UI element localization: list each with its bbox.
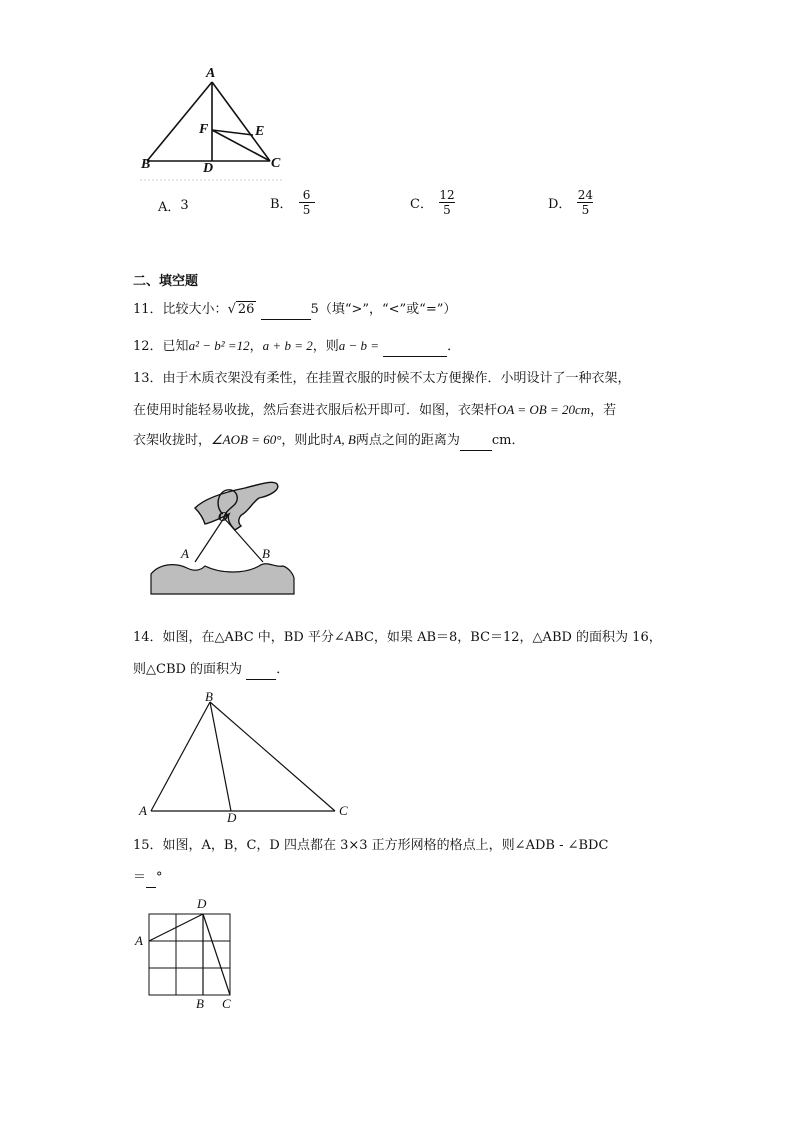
segment-ab-q14 bbox=[151, 702, 210, 811]
label-c-q14: C bbox=[339, 803, 348, 818]
question-13-line2: 在使用时能轻易收拢，然后套进衣服后松开即可．如图，衣架杆OA = OB = 20cm，若 bbox=[133, 402, 617, 418]
option-c bbox=[410, 188, 455, 217]
fraction-c: $\frac{12}{5}$ bbox=[439, 188, 455, 217]
question-13-line3: 衣架收拢时，∠AOB = 60°，则此时A, B两点之间的距离为 cm． bbox=[133, 430, 524, 451]
label-c-q15: C bbox=[222, 996, 231, 1011]
label-d-q15: D bbox=[197, 896, 207, 911]
label-b-q15: B bbox=[196, 996, 204, 1011]
answer-blank-14[interactable] bbox=[246, 665, 276, 680]
fraction-d: $\frac{24}{5}$ bbox=[577, 188, 594, 217]
hand-shape bbox=[195, 482, 278, 530]
option-b-prefix: B． bbox=[270, 197, 293, 212]
section-title: 二、填空题 bbox=[133, 274, 199, 289]
label-b: B bbox=[141, 157, 151, 172]
label-b-q14: B bbox=[205, 689, 213, 704]
fraction-b: $\frac{6}{5}$ bbox=[299, 188, 315, 217]
cloth-shape bbox=[151, 564, 294, 594]
option-d bbox=[548, 188, 593, 217]
grid-lines bbox=[149, 914, 230, 995]
question-13-line1: 13．由于木质衣架没有柔性，在挂置衣服的时候不太方便操作．小明设计了一种衣架， bbox=[133, 371, 631, 386]
label-d: D bbox=[203, 161, 214, 176]
question-15-line2: ＝ ° bbox=[133, 868, 163, 888]
segment-dc-q15 bbox=[203, 914, 230, 995]
option-d-prefix: D． bbox=[548, 197, 572, 212]
label-a-q14: A bbox=[139, 803, 147, 818]
question-14-line1: 14．如图，在△ABC 中，BD 平分∠ABC，如果 AB＝8，BC＝12，△ABD 的面积为 16， bbox=[133, 630, 662, 645]
label-c: C bbox=[271, 156, 281, 171]
question-12: 12．已知a² − b² =12，a + b = 2，则a − b = ． bbox=[133, 336, 460, 357]
answer-blank-13[interactable] bbox=[460, 436, 492, 451]
label-a-q15: A bbox=[135, 933, 143, 948]
segment-bc-q14 bbox=[210, 702, 335, 811]
option-c-prefix: C． bbox=[410, 197, 433, 212]
option-a-prefix: A． bbox=[158, 200, 181, 215]
triangle-figure-q14 bbox=[140, 690, 350, 820]
sqrt-expression: √ 26 bbox=[227, 302, 255, 317]
question-11: 11．比较大小：√ 26 5（填“>”，“<”或“=”） bbox=[133, 300, 456, 320]
option-b bbox=[270, 188, 315, 217]
option-a bbox=[158, 196, 189, 215]
grid-figure-q15 bbox=[140, 905, 250, 1005]
question-15-line1: 15．如图，A，B，C，D 四点都在 3×3 正方形网格的格点上，则∠ADB - ∠BDC bbox=[133, 838, 609, 853]
question-14-line2: 则△CBD 的面积为 ． bbox=[133, 660, 289, 680]
label-b-hanger: B bbox=[262, 546, 270, 561]
hanger-figure bbox=[145, 470, 300, 600]
label-o: O bbox=[218, 510, 229, 525]
answer-blank-11[interactable] bbox=[261, 305, 311, 320]
label-a-hanger: A bbox=[181, 546, 189, 561]
option-a-value: 3 bbox=[180, 198, 189, 213]
label-f: F bbox=[199, 122, 209, 137]
label-a: A bbox=[206, 66, 216, 81]
label-e: E bbox=[255, 124, 265, 139]
answer-blank-15[interactable] bbox=[146, 873, 156, 888]
hanger-arm-ob bbox=[224, 518, 263, 562]
label-d-q14: D bbox=[227, 810, 237, 825]
segment-ac bbox=[212, 82, 270, 161]
answer-blank-12[interactable] bbox=[383, 342, 447, 357]
